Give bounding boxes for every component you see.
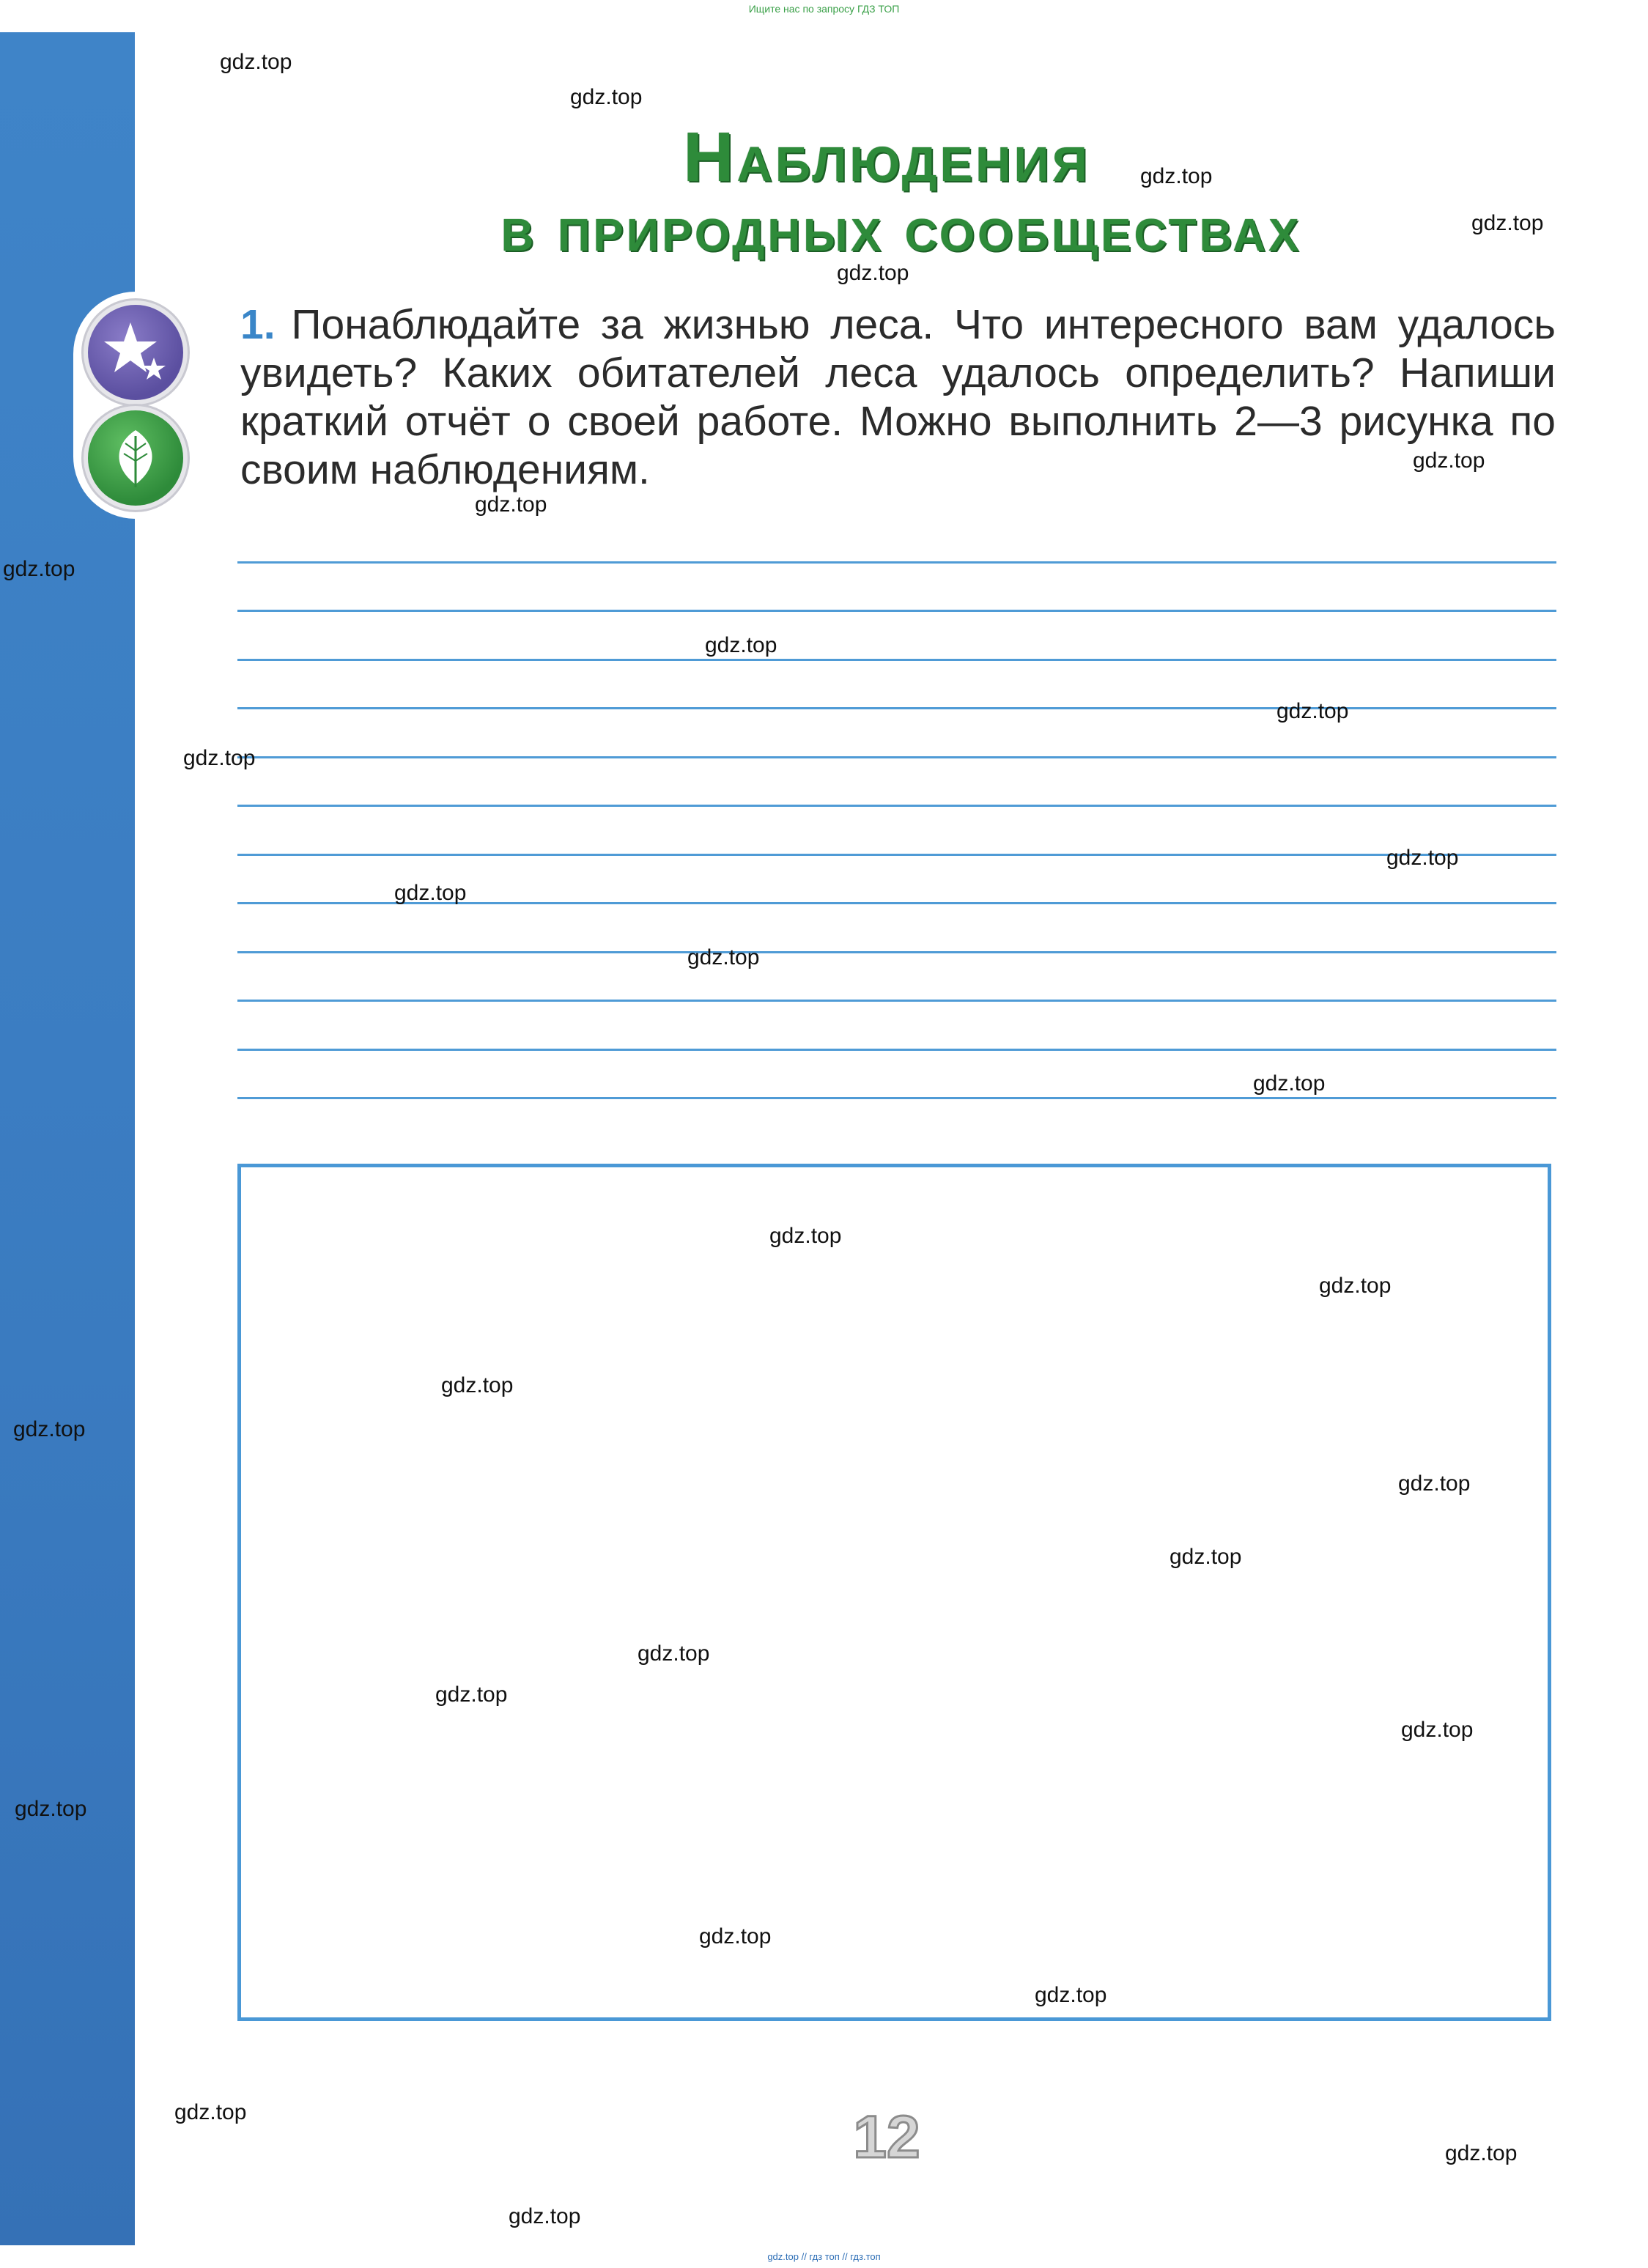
title-line-2: в природных сообществах	[500, 191, 1302, 265]
star-icon	[88, 305, 183, 400]
answer-line[interactable]	[237, 610, 1556, 612]
watermark: gdz.top	[837, 261, 909, 285]
watermark: gdz.top	[1386, 846, 1459, 870]
task-badges	[73, 292, 198, 519]
watermark: gdz.top	[3, 557, 75, 581]
task-text: Понаблюдайте за жизнью леса. Что интересного вам удалось увидеть? Каких обитателей леса удалось определить? Напиши краткий отчёт о своей работе. Можно выполнить 2—3 рисунка по своим наблюдениям.	[240, 301, 1556, 493]
watermark: gdz.top	[1398, 1471, 1471, 1496]
watermark: gdz.top	[1276, 699, 1349, 723]
watermark: gdz.top	[509, 2204, 581, 2228]
watermark: gdz.top	[15, 1797, 87, 1821]
answer-line[interactable]	[237, 854, 1556, 856]
watermark: gdz.top	[475, 492, 547, 517]
task-number: 1.	[240, 301, 276, 348]
watermark: gdz.top	[1140, 164, 1213, 188]
watermark: gdz.top	[638, 1641, 710, 1666]
watermark: gdz.top	[699, 1924, 772, 1949]
watermark: gdz.top	[13, 1417, 86, 1441]
watermark: gdz.top	[1170, 1545, 1242, 1569]
watermark: gdz.top	[769, 1224, 842, 1248]
page-number: 12	[853, 2104, 920, 2171]
watermark: gdz.top	[1471, 211, 1544, 235]
watermark: gdz.top	[394, 881, 467, 905]
answer-line[interactable]	[237, 1049, 1556, 1051]
watermark: gdz.top	[570, 85, 643, 109]
answer-line[interactable]	[237, 707, 1556, 709]
watermark: gdz.top	[435, 1682, 508, 1707]
title-line-1: Наблюдения	[683, 118, 1090, 196]
answer-lines	[237, 0, 1556, 1172]
answer-line[interactable]	[237, 805, 1556, 807]
answer-line[interactable]	[237, 951, 1556, 953]
watermark: gdz.top	[1319, 1274, 1392, 1298]
watermark: gdz.top	[1401, 1718, 1474, 1742]
answer-line[interactable]	[237, 1097, 1556, 1099]
watermark: gdz.top	[1413, 448, 1485, 473]
answer-line[interactable]	[237, 561, 1556, 564]
watermark: gdz.top	[174, 2100, 247, 2124]
watermark: gdz.top	[220, 50, 292, 74]
leaf-icon	[88, 410, 183, 506]
answer-line[interactable]	[237, 1000, 1556, 1002]
watermark: gdz.top	[687, 945, 760, 969]
answer-line[interactable]	[237, 659, 1556, 661]
watermark: gdz.top	[1445, 2141, 1518, 2165]
watermark: gdz.top	[705, 633, 777, 657]
watermark: gdz.top	[183, 746, 256, 770]
watermark: gdz.top	[1253, 1071, 1326, 1096]
bottom-note: gdz.top // гдз топ // гдз.топ	[767, 2251, 881, 2262]
answer-line[interactable]	[237, 756, 1556, 758]
top-note: Ищите нас по запросу ГДЗ ТОП	[748, 3, 900, 15]
watermark: gdz.top	[1035, 1983, 1107, 2007]
watermark: gdz.top	[441, 1373, 514, 1397]
